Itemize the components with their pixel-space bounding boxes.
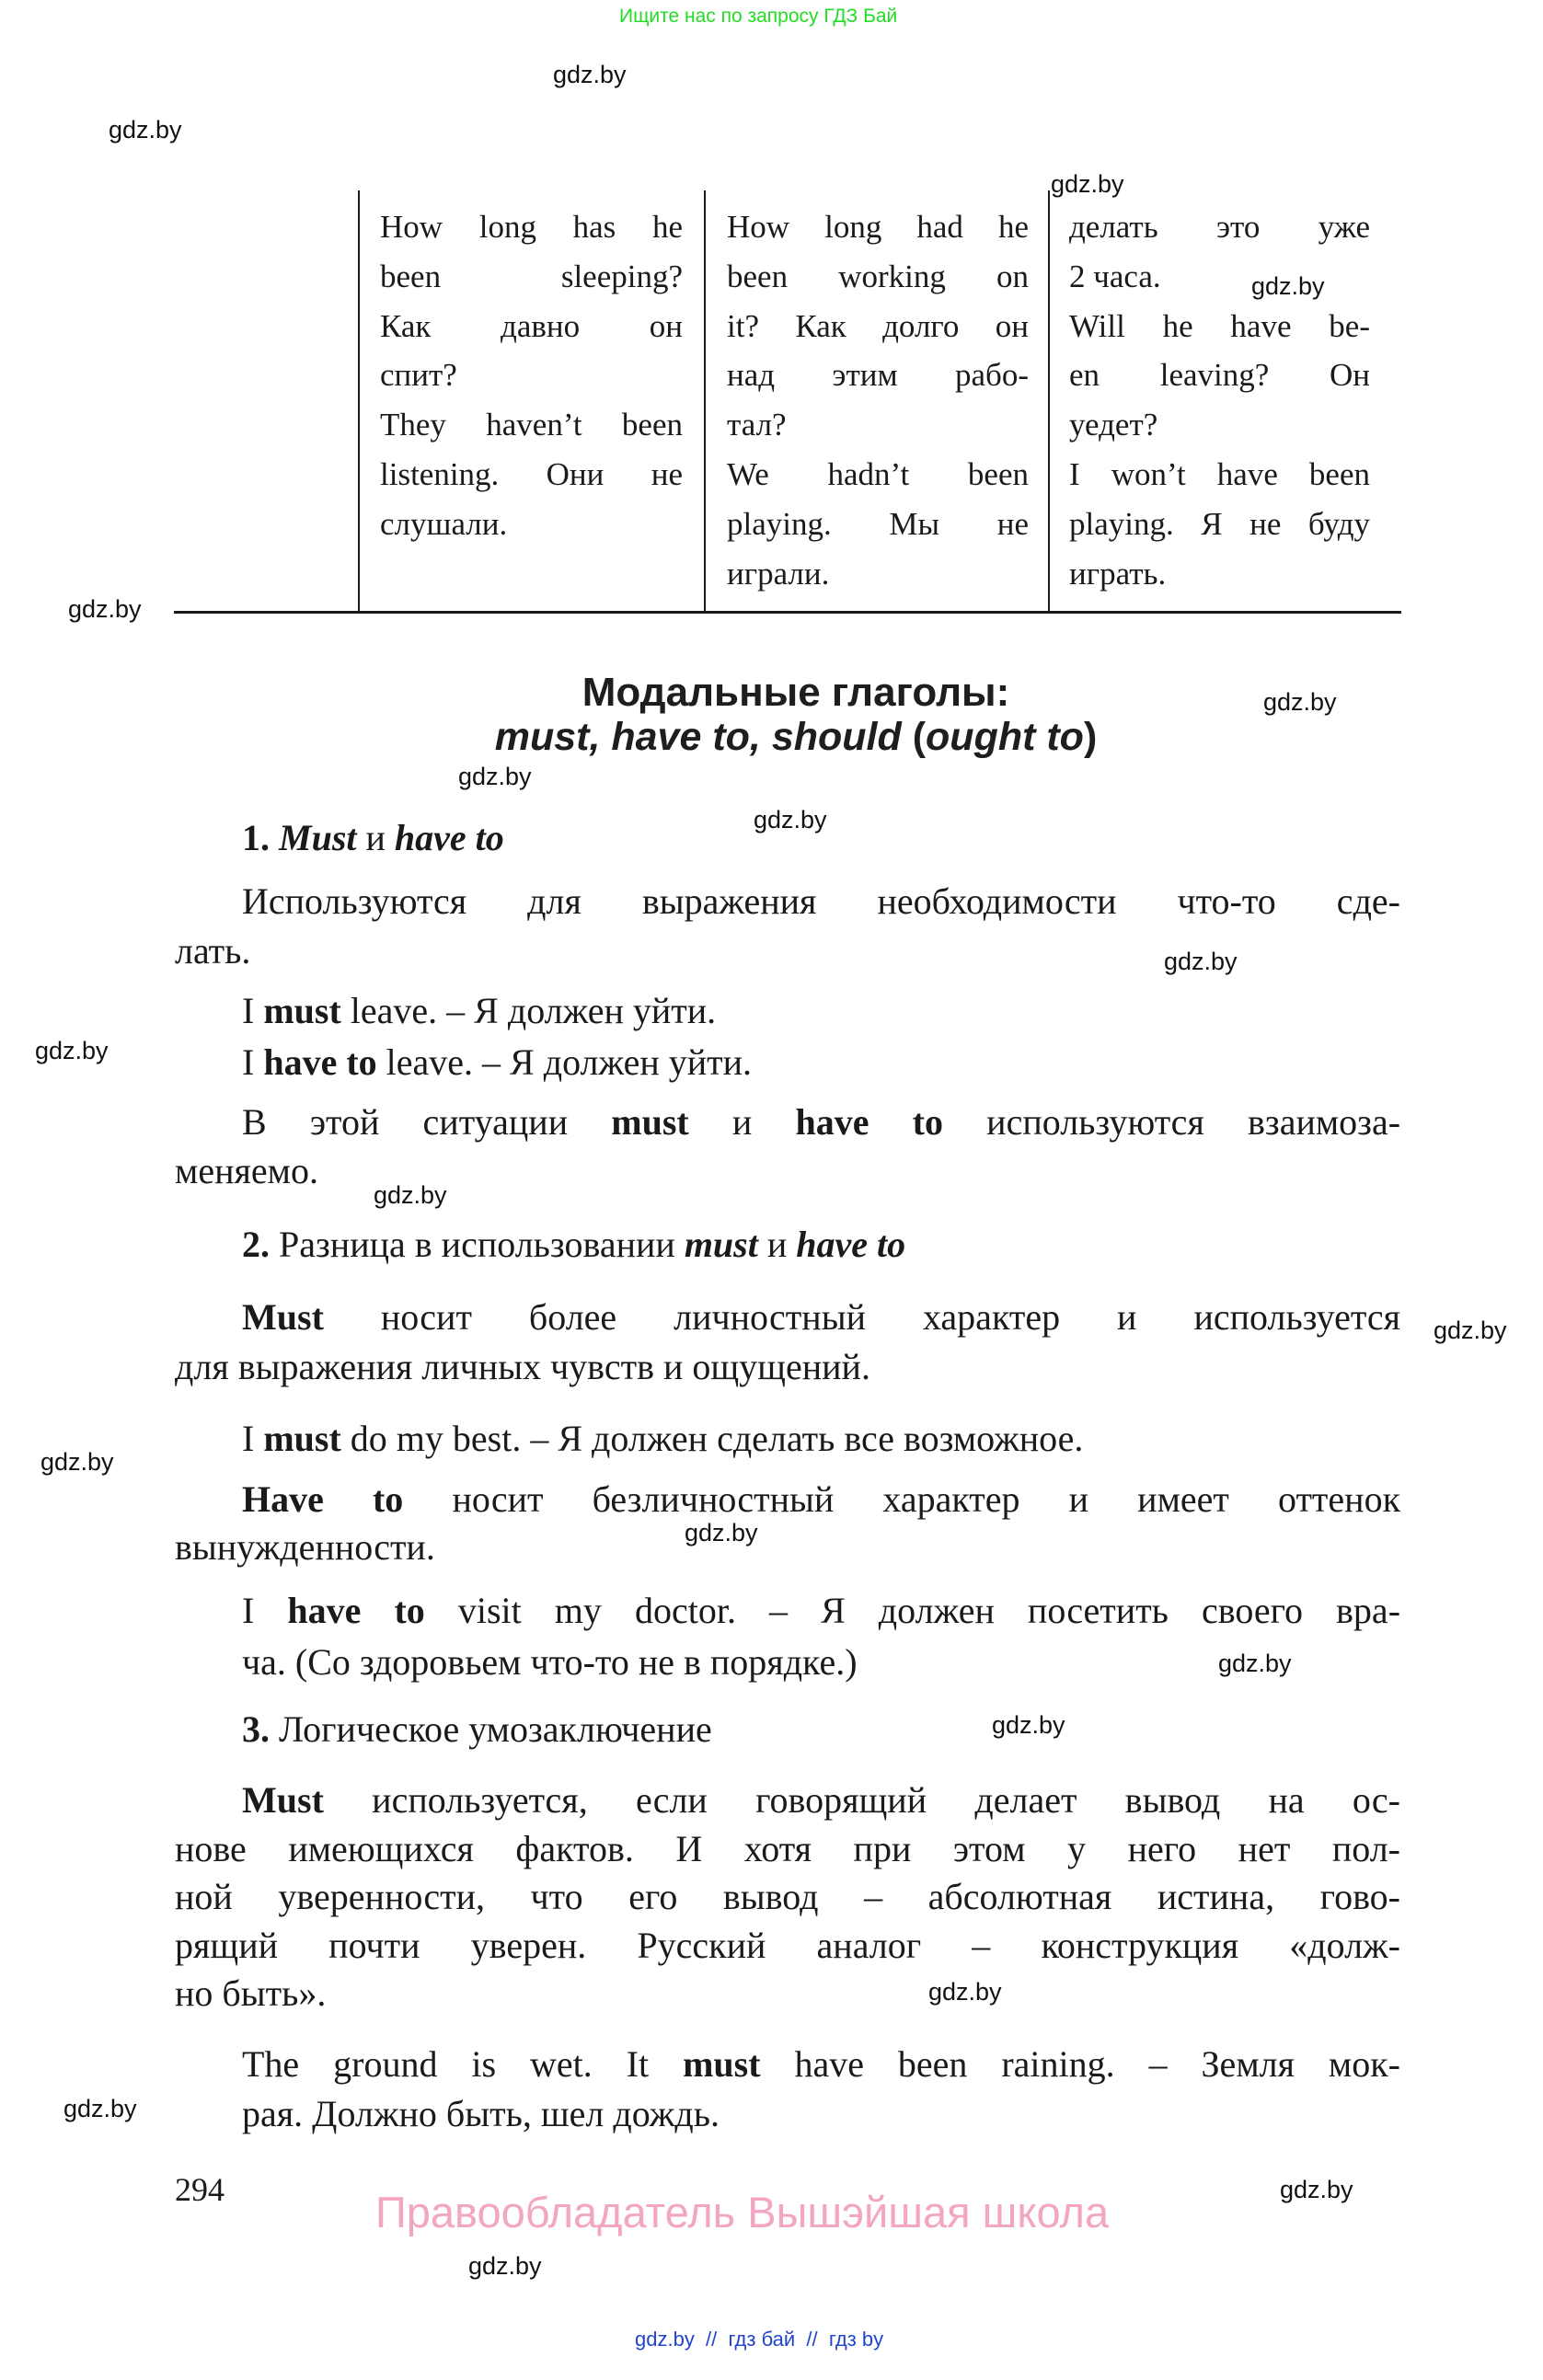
example-line: рая. Должно быть, шел дождь. xyxy=(242,2093,720,2134)
table-cell-line: listening. Они не xyxy=(380,456,683,492)
section-subtitle xyxy=(368,714,1224,760)
example-line: I must leave. – Я должен уйти. xyxy=(242,990,717,1031)
paragraph-line: но быть». xyxy=(175,1972,327,2014)
table-column-divider xyxy=(704,190,706,613)
watermark: gdz.by xyxy=(63,2095,137,2122)
footer-links[interactable]: gdz.by // гдз бай // гдз by xyxy=(635,2328,884,2351)
table-cell-line: делать это уже xyxy=(1069,209,1370,245)
table-cell-line: уедет? xyxy=(1069,407,1158,443)
subsection-heading-1 xyxy=(242,817,978,859)
example-line: ча. (Со здоровьем что-то не в порядке.) xyxy=(242,1641,858,1683)
table-cell-line: playing. Я не буду xyxy=(1069,506,1370,542)
paragraph-line: нове имеющихся фактов. И хотя при этом у него нет пол- xyxy=(175,1828,1400,1869)
table-bottom-border xyxy=(174,611,1401,614)
promo-banner: Ищите нас по запросу ГДЗ Бай xyxy=(619,6,898,27)
table-cell-line: 2 часа. xyxy=(1069,259,1161,294)
watermark: gdz.by xyxy=(685,1519,758,1546)
table-cell-line: playing. Мы не xyxy=(727,506,1029,542)
watermark: gdz.by xyxy=(992,1711,1065,1739)
paragraph-line: Must носит более личностный характер и используется xyxy=(242,1296,1400,1338)
watermark: gdz.by xyxy=(468,2252,542,2280)
table-cell-line: en leaving? Он xyxy=(1069,357,1370,393)
example-line: I have to leave. – Я должен уйти. xyxy=(242,1041,753,1083)
paragraph-line: рящий почти уверен. Русский аналог – конструкция «долж- xyxy=(175,1925,1400,1966)
watermark: gdz.by xyxy=(109,116,182,144)
watermark: gdz.by xyxy=(1218,1650,1292,1677)
table-cell-line: been working on xyxy=(727,259,1029,294)
table-cell-line: слушали. xyxy=(380,506,508,542)
watermark: gdz.by xyxy=(458,763,532,790)
watermark: gdz.by xyxy=(1434,1316,1507,1344)
paragraph-line: лать. xyxy=(175,930,251,972)
copyright-notice: Правообладатель Вышэйшая школа xyxy=(375,2188,1110,2236)
paragraph-line: ной уверенности, что его вывод – абсолютная истина, гово- xyxy=(175,1876,1400,1917)
table-cell-line: How long had he xyxy=(727,209,1029,245)
paragraph-line: для выражения личных чувств и ощущений. xyxy=(175,1346,870,1387)
conjunction: и xyxy=(365,817,386,858)
watermark: gdz.by xyxy=(1164,948,1238,975)
term-should: should xyxy=(771,715,902,759)
paragraph-line: меняемо. xyxy=(175,1150,318,1191)
table-cell-line: тал? xyxy=(727,407,787,443)
paragraph-line: Must используется, если говорящий делает вывод на ос- xyxy=(242,1779,1400,1821)
paren-close: ) xyxy=(1083,715,1098,759)
watermark: gdz.by xyxy=(35,1037,109,1064)
example-line: The ground is wet. It must have been raining. – Земля мок- xyxy=(242,2043,1400,2085)
paragraph-line: вынужденности. xyxy=(175,1526,435,1568)
table-cell-line: Will he have be- xyxy=(1069,308,1370,344)
term-must: must, xyxy=(494,715,601,759)
subsection-heading-3: 3. Логическое умозаключение xyxy=(242,1708,712,1750)
term: Must xyxy=(279,817,357,858)
table-cell-line: We hadn’t been xyxy=(727,456,1029,492)
table-cell-line: I won’t have been xyxy=(1069,456,1370,492)
section-title: Модальные глаголы: xyxy=(582,670,1010,715)
term-ought-to: ought to xyxy=(926,715,1084,759)
example-line: I have to visit my doctor. – Я должен посетить своего вра- xyxy=(242,1590,1400,1631)
term: have to xyxy=(394,817,504,858)
table-cell-line: играли. xyxy=(727,556,830,592)
watermark: gdz.by xyxy=(1263,688,1337,716)
watermark: gdz.by xyxy=(754,806,827,834)
table-cell-line: Как давно он xyxy=(380,308,683,344)
example-line: I must do my best. – Я должен сделать все возможное. xyxy=(242,1418,1084,1459)
page-number: 294 xyxy=(175,2171,225,2208)
table-cell-line: How long has he xyxy=(380,209,683,245)
watermark: gdz.by xyxy=(68,595,142,623)
subsection-number: 1. xyxy=(242,817,270,858)
table-cell-line: been sleeping? xyxy=(380,259,683,294)
subsection-heading-2: 2. Разница в использовании must и have to xyxy=(242,1224,906,1265)
table-cell-line: it? Как долго он xyxy=(727,308,1029,344)
table-cell-line: над этим рабо- xyxy=(727,357,1029,393)
table-cell-line: спит? xyxy=(380,357,457,393)
paragraph-line: Have to носит безличностный характер и имеет оттенок xyxy=(242,1478,1400,1520)
table-cell-line: They haven’t been xyxy=(380,407,683,443)
table-cell-line: играть. xyxy=(1069,556,1167,592)
table-column-divider xyxy=(358,190,360,613)
watermark: gdz.by xyxy=(1251,272,1325,300)
paragraph-line: В этой ситуации must и have to используются взаимоза- xyxy=(242,1101,1400,1143)
paragraph-line: Используются для выражения необходимости что-то сде- xyxy=(242,880,1400,922)
watermark: gdz.by xyxy=(40,1448,114,1476)
watermark: gdz.by xyxy=(1280,2176,1353,2203)
watermark: gdz.by xyxy=(553,61,627,88)
watermark: gdz.by xyxy=(928,1978,1002,2006)
paren-open: ( xyxy=(912,715,927,759)
watermark: gdz.by xyxy=(374,1181,447,1209)
watermark: gdz.by xyxy=(1051,170,1124,198)
table-column-divider xyxy=(1048,190,1050,613)
term-have-to: have to, xyxy=(611,715,761,759)
